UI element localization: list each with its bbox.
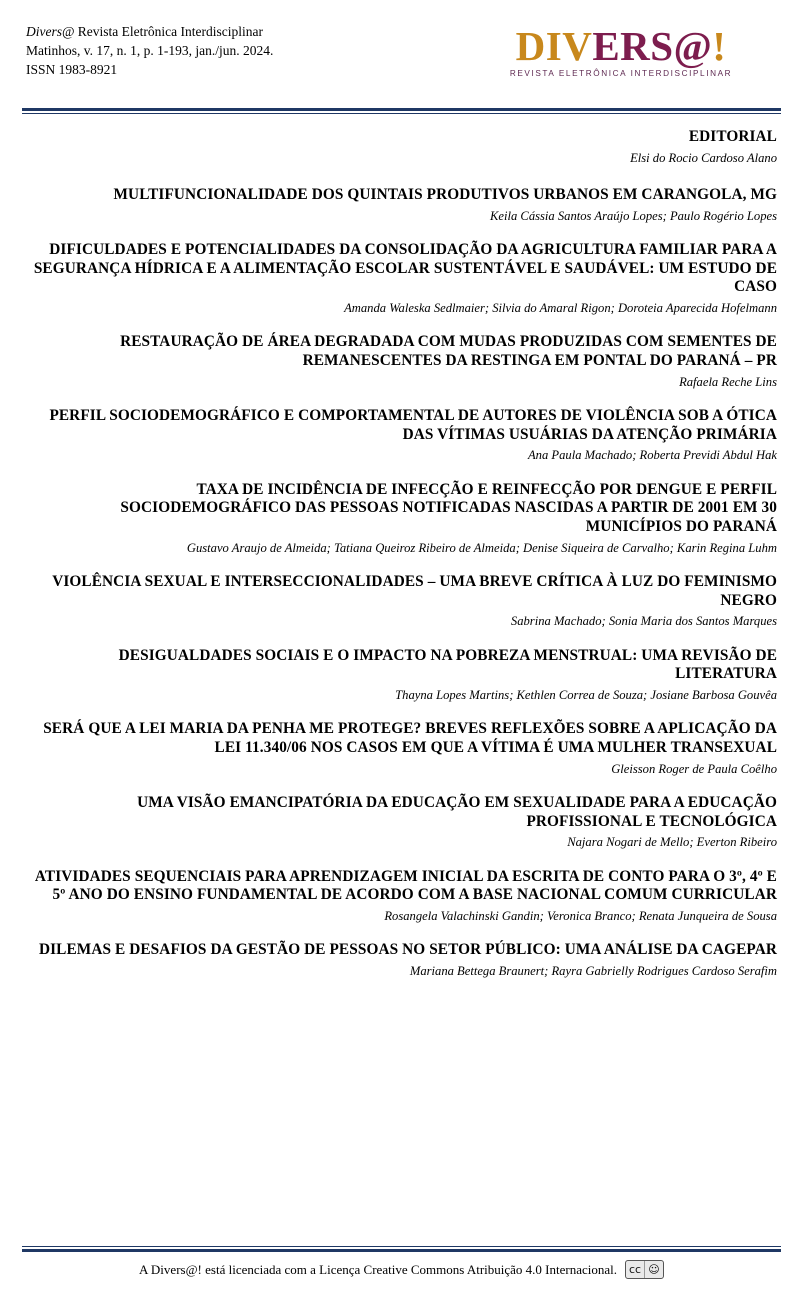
- header-rule-thick: [22, 108, 781, 111]
- article-title[interactable]: DESIGUALDADES SOCIAIS E O IMPACTO NA POBREZA MENSTRUAL: UMA REVISÃO DE LITERATURA: [118, 646, 777, 683]
- article-title[interactable]: PERFIL SOCIODEMOGRÁFICO E COMPORTAMENTAL DE AUTORES DE VIOLÊNCIA SOB A ÓTICA DAS VÍTIMAS USUÁRIAS DA ATENÇÃO PRIMÁRIA: [49, 407, 777, 443]
- article-authors: Ana Paula Machado; Roberta Previdi Abdul Hak: [527, 448, 777, 463]
- issue-line: Matinhos, v. 17, n. 1, p. 1-193, jan./jun. 2024.: [26, 43, 274, 59]
- license-text: A Divers@! está licenciada com a Licença Creative Commons Atribuição 4.0 Internacional.: [139, 1261, 617, 1277]
- article-authors: Sabrina Machado; Sonia Maria dos Santos Marques: [510, 614, 777, 629]
- article-authors: Gleisson Roger de Paula Coêlho: [611, 761, 777, 776]
- article-title[interactable]: ATIVIDADES SEQUENCIAIS PARA APRENDIZAGEM INICIAL DA ESCRITA DE CONTO PARA O 3º, 4º E 5º ANO DO ENSINO FUNDAMENTAL DE ACORDO COM A BASE NACIONAL COMUM CURRICULAR: [34, 867, 777, 904]
- list-item[interactable]: [26, 407, 777, 464]
- cc-by-icon: ☺: [648, 1263, 660, 1276]
- journal-identification: [22, 22, 273, 79]
- list-item[interactable]: [26, 573, 777, 630]
- article-title[interactable]: DILEMAS E DESAFIOS DA GESTÃO DE PESSOAS NO SETOR PÚBLICO: UMA ANÁLISE DA CAGEPAR: [38, 941, 777, 959]
- logo-wordmark: [461, 23, 781, 69]
- list-item[interactable]: [26, 720, 777, 777]
- table-of-contents: [22, 114, 781, 979]
- creative-commons-icon[interactable]: [625, 1260, 664, 1279]
- article-authors: Najara Nogari de Mello; Everton Ribeiro: [567, 835, 777, 850]
- article-authors: Gustavo Araujo de Almeida; Tatiana Queiroz Ribeiro de Almeida; Denise Siqueira de Carvalho; Karin Regina Luhm: [186, 540, 777, 555]
- article-title[interactable]: TAXA DE INCIDÊNCIA DE INFECÇÃO E REINFECÇÃO POR DENGUE E PERFIL SOCIODEMOGRÁFICO DAS PESSOAS NOTIFICADAS NASCIDAS A PARTIR DE 2001 EM 30 MUNICÍPIOS DO PARANÁ: [120, 480, 777, 536]
- list-item[interactable]: [26, 868, 777, 925]
- license-row: [22, 1252, 781, 1279]
- article-authors: Rafaela Reche Lins: [679, 374, 777, 389]
- article-title[interactable]: SERÁ QUE A LEI MARIA DA PENHA ME PROTEGE? BREVES REFLEXÕES SOBRE A APLICAÇÃO DA LEI 11.340/06 NOS CASOS EM QUE A VÍTIMA É UMA MULHER TRANSEXUAL: [43, 720, 777, 757]
- list-item[interactable]: [26, 647, 777, 704]
- article-title[interactable]: RESTAURAÇÃO DE ÁREA DEGRADADA COM MUDAS PRODUZIDAS COM SEMENTES DE REMANESCENTES DA RESTINGA EM PONTAL DO PARANÁ – PR: [120, 333, 777, 370]
- article-authors: Thayna Lopes Martins; Kethlen Correa de Souza; Josiane Barbosa Gouvêa: [395, 688, 777, 703]
- article-title[interactable]: UMA VISÃO EMANCIPATÓRIA DA EDUCAÇÃO EM SEXUALIDADE PARA A EDUCAÇÃO PROFISSIONAL E TECNOLÓGICA: [137, 794, 777, 830]
- journal-logo: [461, 22, 781, 78]
- list-item[interactable]: [26, 241, 777, 316]
- article-title[interactable]: VIOLÊNCIA SEXUAL E INTERSECCIONALIDADES – UMA BREVE CRÍTICA À LUZ DO FEMINISMO NEGRO: [52, 573, 777, 609]
- issn-line: ISSN 1983-8921: [26, 62, 118, 78]
- journal-title-line: [26, 22, 273, 41]
- article-title[interactable]: MULTIFUNCIONALIDADE DOS QUINTAIS PRODUTIVOS URBANOS EM CARANGOLA, MG: [113, 186, 777, 204]
- list-item[interactable]: [26, 481, 777, 556]
- article-authors: Keila Cássia Santos Araújo Lopes; Paulo Rogério Lopes: [490, 208, 777, 223]
- logo-part-div: DIV: [515, 23, 593, 69]
- list-item[interactable]: [26, 941, 777, 979]
- journal-name: Divers@: [26, 24, 75, 39]
- article-title[interactable]: EDITORIAL: [688, 128, 777, 145]
- article-authors: Rosangela Valachinski Gandin; Veronica Branco; Renata Junqueira de Sousa: [384, 909, 777, 924]
- masthead: [22, 0, 781, 102]
- cc-mark-icon: cc: [626, 1261, 645, 1278]
- article-authors: Amanda Waleska Sedlmaier; Silvia do Amaral Rigon; Doroteia Aparecida Hofelmann: [344, 301, 777, 315]
- footer-rule-thin: [22, 1246, 781, 1247]
- logo-at-icon: @: [673, 23, 713, 69]
- logo-exclamation: !: [712, 23, 727, 69]
- article-authors: Elsi do Rocio Cardoso Alano: [630, 150, 777, 165]
- list-item[interactable]: [26, 794, 777, 851]
- article-title[interactable]: DIFICULDADES E POTENCIALIDADES DA CONSOLIDAÇÃO DA AGRICULTURA FAMILIAR PARA A SEGURANÇA HÍDRICA E A ALIMENTAÇÃO ESCOLAR SUSTENTÁVEL E SAUDÁVEL: UM ESTUDO DE CASO: [33, 241, 777, 296]
- logo-subtitle: REVISTA ELETRÔNICA INTERDISCIPLINAR: [509, 69, 733, 78]
- list-item[interactable]: [26, 128, 777, 166]
- list-item[interactable]: [26, 186, 777, 224]
- page-footer: [22, 1244, 781, 1279]
- logo-part-ers: ERS: [592, 23, 674, 69]
- list-item[interactable]: [26, 333, 777, 390]
- journal-subtitle: Revista Eletrônica Interdisciplinar: [74, 24, 263, 39]
- article-authors: Mariana Bettega Braunert; Rayra Gabrielly Rodrigues Cardoso Serafim: [409, 964, 777, 979]
